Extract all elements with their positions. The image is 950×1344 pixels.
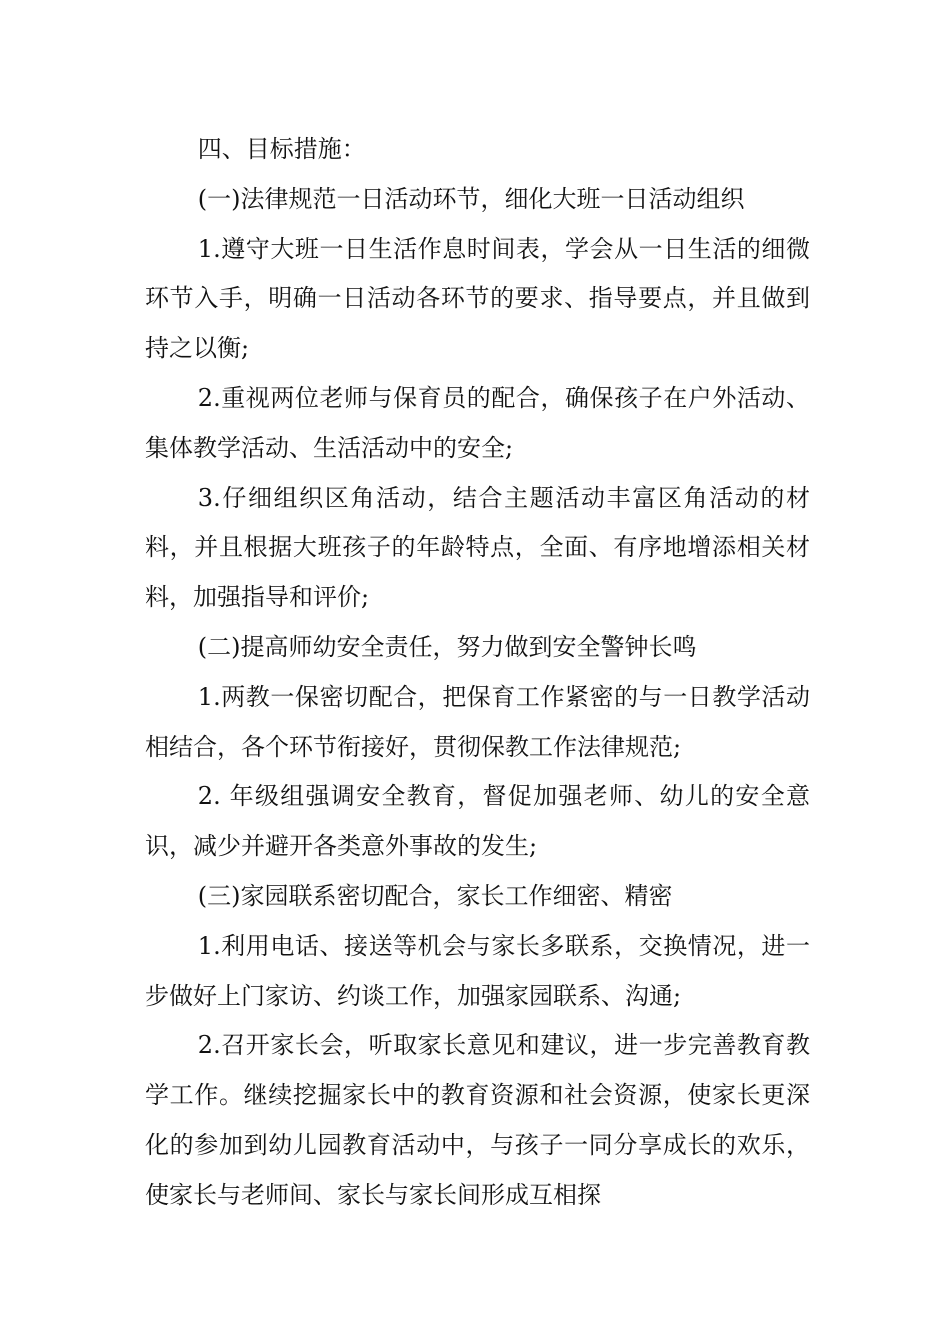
paragraph: 2.重视两位老师与保育员的配合，确保孩子在户外活动、集体教学活动、生活活动中的安全; — [145, 383, 810, 462]
section-heading: 四、目标措施： — [197, 135, 366, 163]
paragraph: 1.遵守大班一日生活作息时间表，学会从一日生活的细微环节入手，明确一日活动各环节的要求、指导要点，并且做到持之以衡; — [145, 234, 810, 363]
subsection-heading: (一)法律规范一日活动环节，细化大班一日活动组织 — [197, 184, 745, 213]
paragraph: 3.仔细组织区角活动，结合主题活动丰富区角活动的材料，并且根据大班孩子的年龄特点，全面、有序地增添相关材料，加强指导和评价; — [145, 483, 810, 612]
subsection-heading: (二)提高师幼安全责任，努力做到安全警钟长鸣 — [197, 632, 697, 661]
paragraph: 2. 年级组强调安全教育，督促加强老师、幼儿的安全意识，减少并避开各类意外事故的发生; — [145, 782, 810, 861]
subsection-heading: (三)家园联系密切配合，家长工作细密、精密 — [197, 881, 673, 910]
paragraph: 2.召开家长会，听取家长意见和建议，进一步完善教育教学工作。继续挖掘家长中的教育资源和社会资源，使家长更深化的参加到幼儿园教育活动中，与孩子一同分享成长的欢乐，使家长与老师间、家长与家长间形成互相探 — [145, 1031, 810, 1209]
paragraph: 1.利用电话、接送等机会与家长多联系，交换情况，进一步做好上门家访、约谈工作，加强家园联系、沟通; — [145, 931, 810, 1010]
document-body — [145, 125, 810, 1221]
paragraph: 1.两教一保密切配合，把保育工作紧密的与一日教学活动相结合，各个环节衔接好，贯彻保教工作法律规范; — [145, 682, 810, 761]
